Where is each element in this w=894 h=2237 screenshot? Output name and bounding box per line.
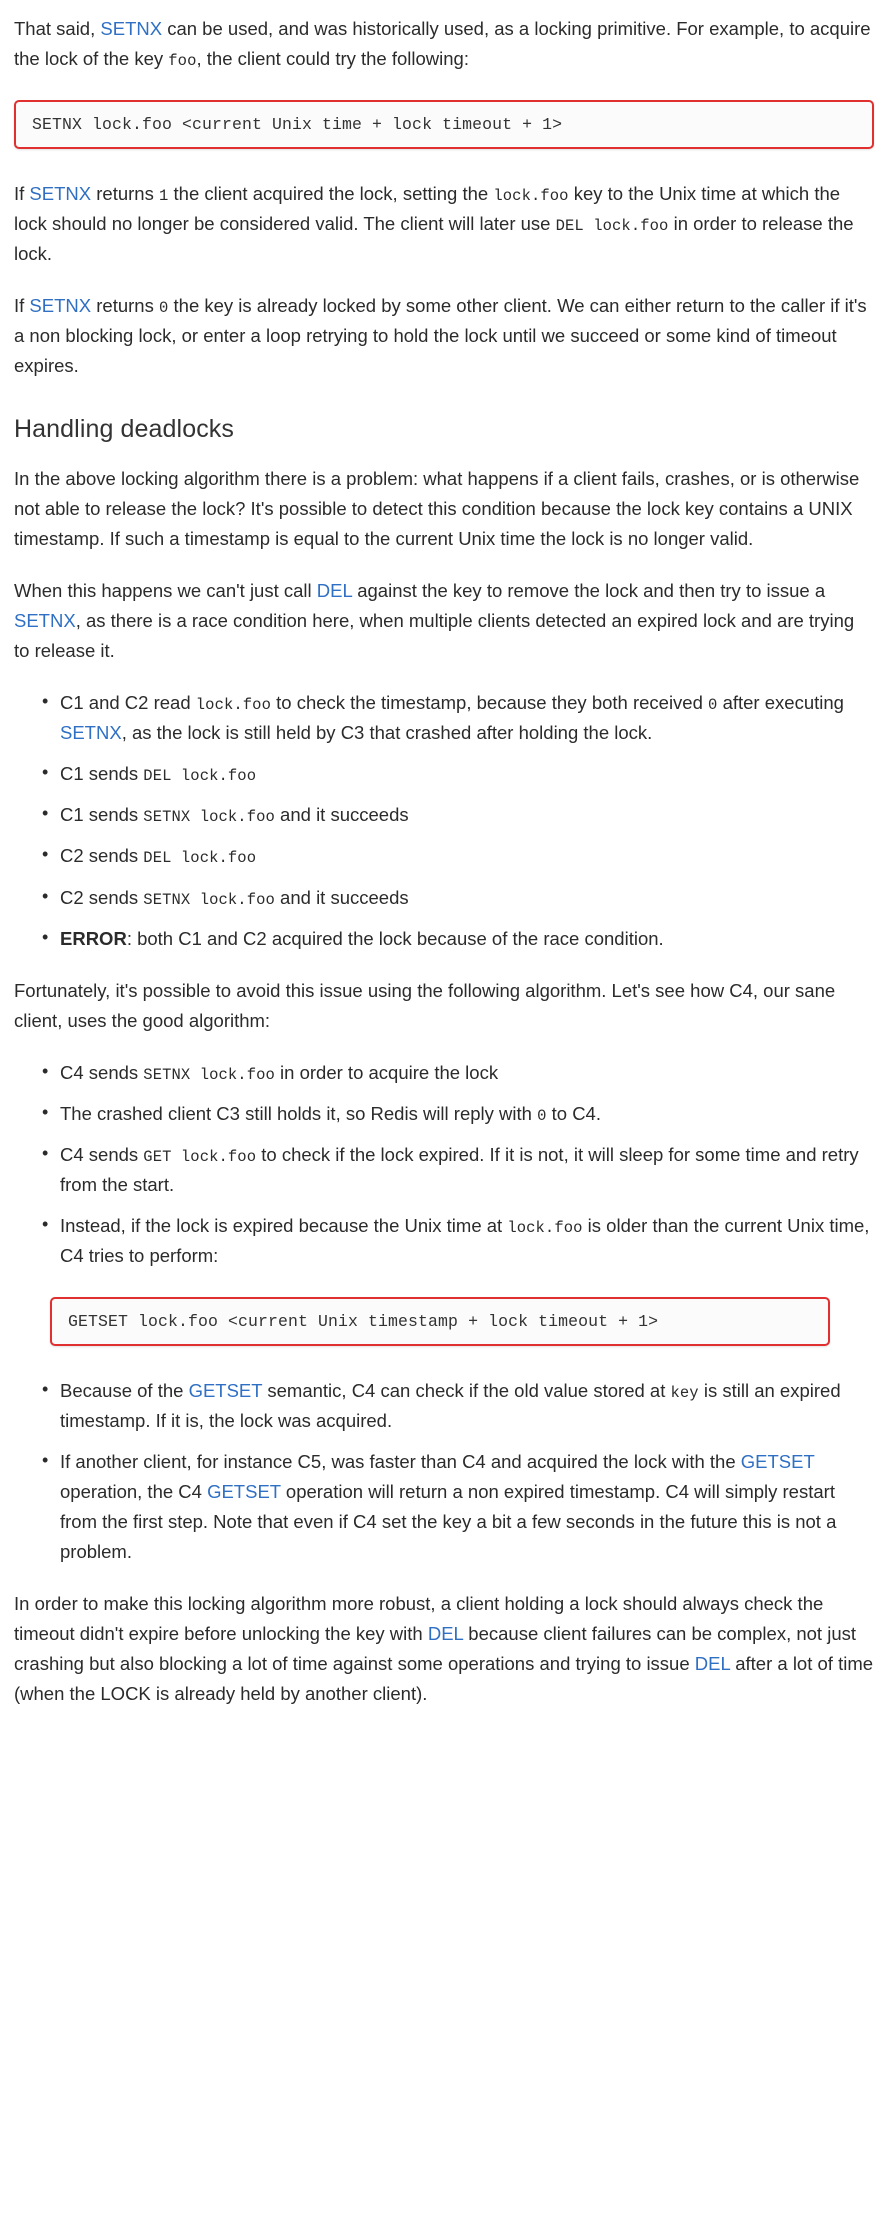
robust-text-3: after a lot of time (when the LOCK is already held by another client). bbox=[14, 1652, 874, 1704]
paragraph-race-condition bbox=[14, 576, 874, 666]
returns1-text-2: returns bbox=[91, 183, 159, 205]
inline-code-lockfoo-3: lock.foo bbox=[507, 1218, 583, 1237]
list-item bbox=[44, 1447, 874, 1567]
race-item5-text-1: C2 sends bbox=[60, 886, 144, 908]
code-block-setnx-text: SETNX lock.foo <current Unix time + lock timeout + 1> bbox=[32, 115, 563, 135]
inline-code-lockfoo-2: lock.foo bbox=[195, 696, 271, 715]
algo-item3-text-2: to check if the lock expired. If it is not, it will sleep for some time and retry from the start. bbox=[60, 1143, 859, 1195]
list-item bbox=[44, 841, 874, 871]
algo-item2-text-2: to C4. bbox=[546, 1102, 601, 1124]
returns0-text-3: the key is already locked by some other client. We can either return to the caller if it's a non blocking lock, or enter a loop retrying to hold the lock until we succeed or some kind of timeout expires. bbox=[14, 295, 867, 377]
paragraph-robust bbox=[14, 1589, 874, 1709]
intro-paragraph bbox=[14, 14, 874, 74]
inline-code-foo: foo bbox=[168, 51, 197, 70]
getset-item2-text-1: If another client, for instance C5, was faster than C4 and acquired the lock with the bbox=[60, 1451, 741, 1472]
inline-code-del-lockfoo-c1: DEL lock.foo bbox=[143, 767, 257, 786]
race-item1-text-1: C1 and C2 read bbox=[60, 692, 196, 714]
code-block-setnx bbox=[14, 100, 874, 149]
inline-code-lockfoo-1: lock.foo bbox=[493, 187, 569, 206]
getset-link-2[interactable]: GETSET bbox=[740, 1451, 815, 1472]
getset-item1-text-2: semantic, C4 can check if the old value stored at bbox=[262, 1379, 671, 1401]
race-bullet-list bbox=[14, 688, 874, 953]
race-text-2: against the key to remove the lock and then try to issue a bbox=[352, 580, 826, 602]
algo-item3-text-1: C4 sends bbox=[60, 1143, 144, 1165]
list-item bbox=[44, 924, 874, 954]
paragraph-deadlock: In the above locking algorithm there is a problem: what happens if a client fails, crashes, or is otherwise not able to release the lock? It's possible to detect this condition because the lock key contains a UNIX timestamp. If such a timestamp is equal to the current Unix time the lock is no longer valid. bbox=[14, 468, 860, 550]
list-item bbox=[44, 883, 874, 913]
race-item5-text-2: and it succeeds bbox=[274, 886, 409, 908]
race-item1-text-3: after executing bbox=[717, 692, 844, 714]
returns0-text-2: returns bbox=[91, 295, 159, 317]
del-link-robust-1[interactable]: DEL bbox=[427, 1622, 464, 1644]
inline-code-del-lockfoo-c2: DEL lock.foo bbox=[143, 849, 257, 868]
robust-text-1: In order to make this locking algorithm more robust, a client holding a lock should always check the timeout didn't expire before unlocking the key with bbox=[14, 1592, 824, 1644]
paragraph-fortunately: Fortunately, it's possible to avoid this issue using the following algorithm. Let's see how C4, our sane client, uses the good algorithm: bbox=[14, 979, 836, 1031]
race-item3-text-2: and it succeeds bbox=[274, 804, 409, 826]
getset-bullet-list bbox=[14, 1376, 874, 1567]
paragraph-returns-zero bbox=[14, 291, 874, 381]
intro-text-3: , the client could try the following: bbox=[196, 47, 469, 69]
error-label: ERROR bbox=[60, 927, 127, 949]
intro-text-2: can be used, and was historically used, as a locking primitive. For example, to acquire the lock of the key bbox=[14, 18, 871, 69]
inline-code-zero-2: 0 bbox=[708, 696, 718, 715]
setnx-link-item1[interactable]: SETNX bbox=[60, 722, 122, 744]
race-item2-text-1: C1 sends bbox=[60, 763, 144, 785]
list-item bbox=[44, 1099, 874, 1129]
robust-text-2: because client failures can be complex, not just crashing but also blocking a lot of time against some operations and trying to issue bbox=[14, 1622, 856, 1674]
inline-code-del-lockfoo: DEL lock.foo bbox=[555, 217, 669, 236]
del-link-race[interactable]: DEL bbox=[316, 580, 353, 602]
algo-item1-text-2: in order to acquire the lock bbox=[274, 1061, 499, 1083]
returns1-text-4: key to the Unix time at which the lock should no longer be considered valid. The client will later use bbox=[14, 183, 841, 235]
inline-code-one: 1 bbox=[158, 187, 169, 206]
del-link-robust-2[interactable]: DEL bbox=[694, 1652, 731, 1674]
getset-item1-text-3: is still an expired timestamp. If it is, the lock was acquired. bbox=[60, 1379, 841, 1432]
setnx-link-intro[interactable]: SETNX bbox=[100, 18, 163, 39]
inline-code-setnx-lockfoo-c4: SETNX lock.foo bbox=[143, 1065, 275, 1084]
algo-item2-text-1: The crashed client C3 still holds it, so Redis will reply with bbox=[60, 1102, 538, 1124]
race-text-3: , as there is a race condition here, when multiple clients detected an expired lock and are trying to release it. bbox=[14, 610, 855, 662]
setnx-link-returns0[interactable]: SETNX bbox=[29, 295, 92, 317]
list-item bbox=[44, 1140, 874, 1200]
algo-item4-text-1: Instead, if the lock is expired because the Unix time at bbox=[60, 1214, 508, 1236]
race-item1-text-4: , as the lock is still held by C3 that crashed after holding the lock. bbox=[121, 722, 653, 744]
list-item bbox=[44, 688, 874, 748]
section-heading-handling-deadlocks: Handling deadlocks bbox=[14, 415, 235, 444]
race-text-1: When this happens we can't just call bbox=[14, 580, 317, 602]
inline-code-get-lockfoo: GET lock.foo bbox=[143, 1147, 257, 1166]
getset-item2-text-2: operation, the C4 bbox=[60, 1480, 208, 1502]
getset-item2-text-3: operation will return a non expired timestamp. C4 will simply restart from the first step. Note that even if C4 set the key a bit a few seconds in the future this is not a problem. bbox=[60, 1480, 837, 1562]
list-item bbox=[44, 1376, 874, 1436]
list-item bbox=[44, 1058, 874, 1088]
algo-bullet-list-wrap bbox=[14, 1058, 874, 1271]
returns0-text-1: If bbox=[14, 295, 30, 317]
getset-item1-text-1: Because of the bbox=[60, 1379, 189, 1401]
setnx-link-returns1[interactable]: SETNX bbox=[29, 183, 92, 205]
race-item6-text-1: : both C1 and C2 acquired the lock because of the race condition. bbox=[126, 927, 664, 949]
algo-bullet-list bbox=[14, 1058, 874, 1271]
race-item1-text-2: to check the timestamp, because they both received bbox=[270, 692, 709, 714]
race-item3-text-1: C1 sends bbox=[60, 804, 144, 826]
getset-link-3[interactable]: GETSET bbox=[207, 1480, 281, 1502]
returns1-text-5: in order to release the lock. bbox=[14, 213, 854, 265]
race-bullet-list-wrap bbox=[14, 688, 874, 953]
inline-code-setnx-lockfoo-c2: SETNX lock.foo bbox=[143, 890, 275, 909]
list-item bbox=[44, 759, 874, 789]
algo-item1-text-1: C4 sends bbox=[60, 1061, 144, 1083]
algo-item4-text-2: is older than the current Unix time, C4 tries to perform: bbox=[60, 1214, 870, 1266]
getset-bullet-list-wrap bbox=[14, 1376, 874, 1567]
race-item4-text-1: C2 sends bbox=[60, 845, 144, 867]
inline-code-zero: 0 bbox=[158, 299, 169, 318]
code-block-getset-text: GETSET lock.foo <current Unix timestamp + lock timeout + 1> bbox=[68, 1311, 659, 1331]
code-block-getset bbox=[50, 1297, 830, 1346]
getset-link-1[interactable]: GETSET bbox=[188, 1379, 263, 1401]
intro-text-1: That said, bbox=[14, 18, 101, 39]
inline-code-key: key bbox=[670, 1383, 699, 1402]
setnx-link-race[interactable]: SETNX bbox=[14, 610, 76, 632]
inline-code-setnx-lockfoo-c1: SETNX lock.foo bbox=[143, 808, 275, 827]
list-item bbox=[44, 800, 874, 830]
returns1-text-3: the client acquired the lock, setting the bbox=[168, 183, 494, 205]
returns1-text-1: If bbox=[14, 183, 30, 205]
list-item bbox=[44, 1211, 874, 1271]
inline-code-zero-3: 0 bbox=[537, 1106, 547, 1125]
paragraph-returns-one bbox=[14, 179, 874, 269]
